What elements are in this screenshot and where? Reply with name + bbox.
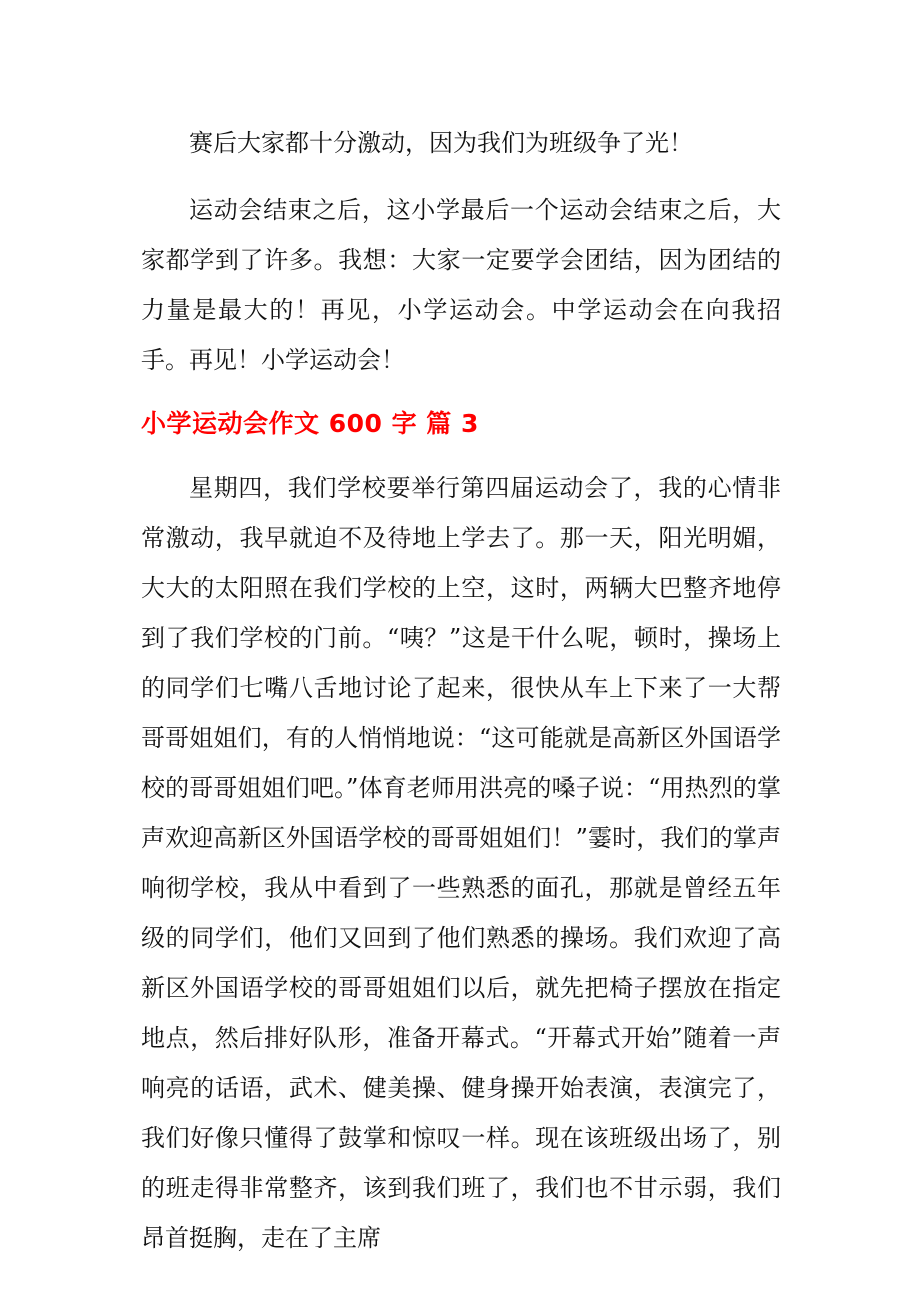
section-heading: 小学运动会作文 600 字 篇 3 <box>141 409 479 438</box>
paragraph-thursday-sports-meet: 星期四，我们学校要举行第四届运动会了，我的心情非常激动，我早就迫不及待地上学去了。那一天，阳光明媚，大大的太阳照在我们学校的上空，这时，两辆大巴整齐地停到了我们学校的门前。“咦？”这是干什么呢，顿时，操场上的同学们七嘴八舌地讨论了起来，很快从车上下来了一大帮哥哥姐姐们，有的人悄悄地说：“这可能就是高新区外国语学校的哥哥姐姐们吧。”体育老师用洪亮的嗓子说：“用热烈的掌声欢迎高新区外国语学校的哥哥姐姐们！”霎时，我们的掌声响彻学校，我从中看到了一些熟悉的面孔，那就是曾经五年级的同学们，他们又回到了他们熟悉的操场。我们欢迎了高新区外国语学校的哥哥姐姐们以后，就先把椅子摆放在指定地点，然后排好队形，准备开幕式。“开幕式开始”随着一声响亮的话语，武术、健美操、健身操开始表演，表演完了，我们好像只懂得了鼓掌和惊叹一样。现在该班级出场了，别的班走得非常整齐，该到我们班了，我们也不甘示弱，我们昂首挺胸，走在了主席 <box>141 474 781 1252</box>
paragraph-after-race: 赛后大家都十分激动，因为我们为班级争了光！ <box>189 129 693 157</box>
document-content <box>141 118 781 1263</box>
paragraph-sports-meet-ending: 运动会结束之后，这小学最后一个运动会结束之后，大家都学到了许多。我想：大家一定要学会团结，因为团结的力量是最大的！再见，小学运动会。中学运动会在向我招手。再见！小学运动会！ <box>141 196 781 374</box>
